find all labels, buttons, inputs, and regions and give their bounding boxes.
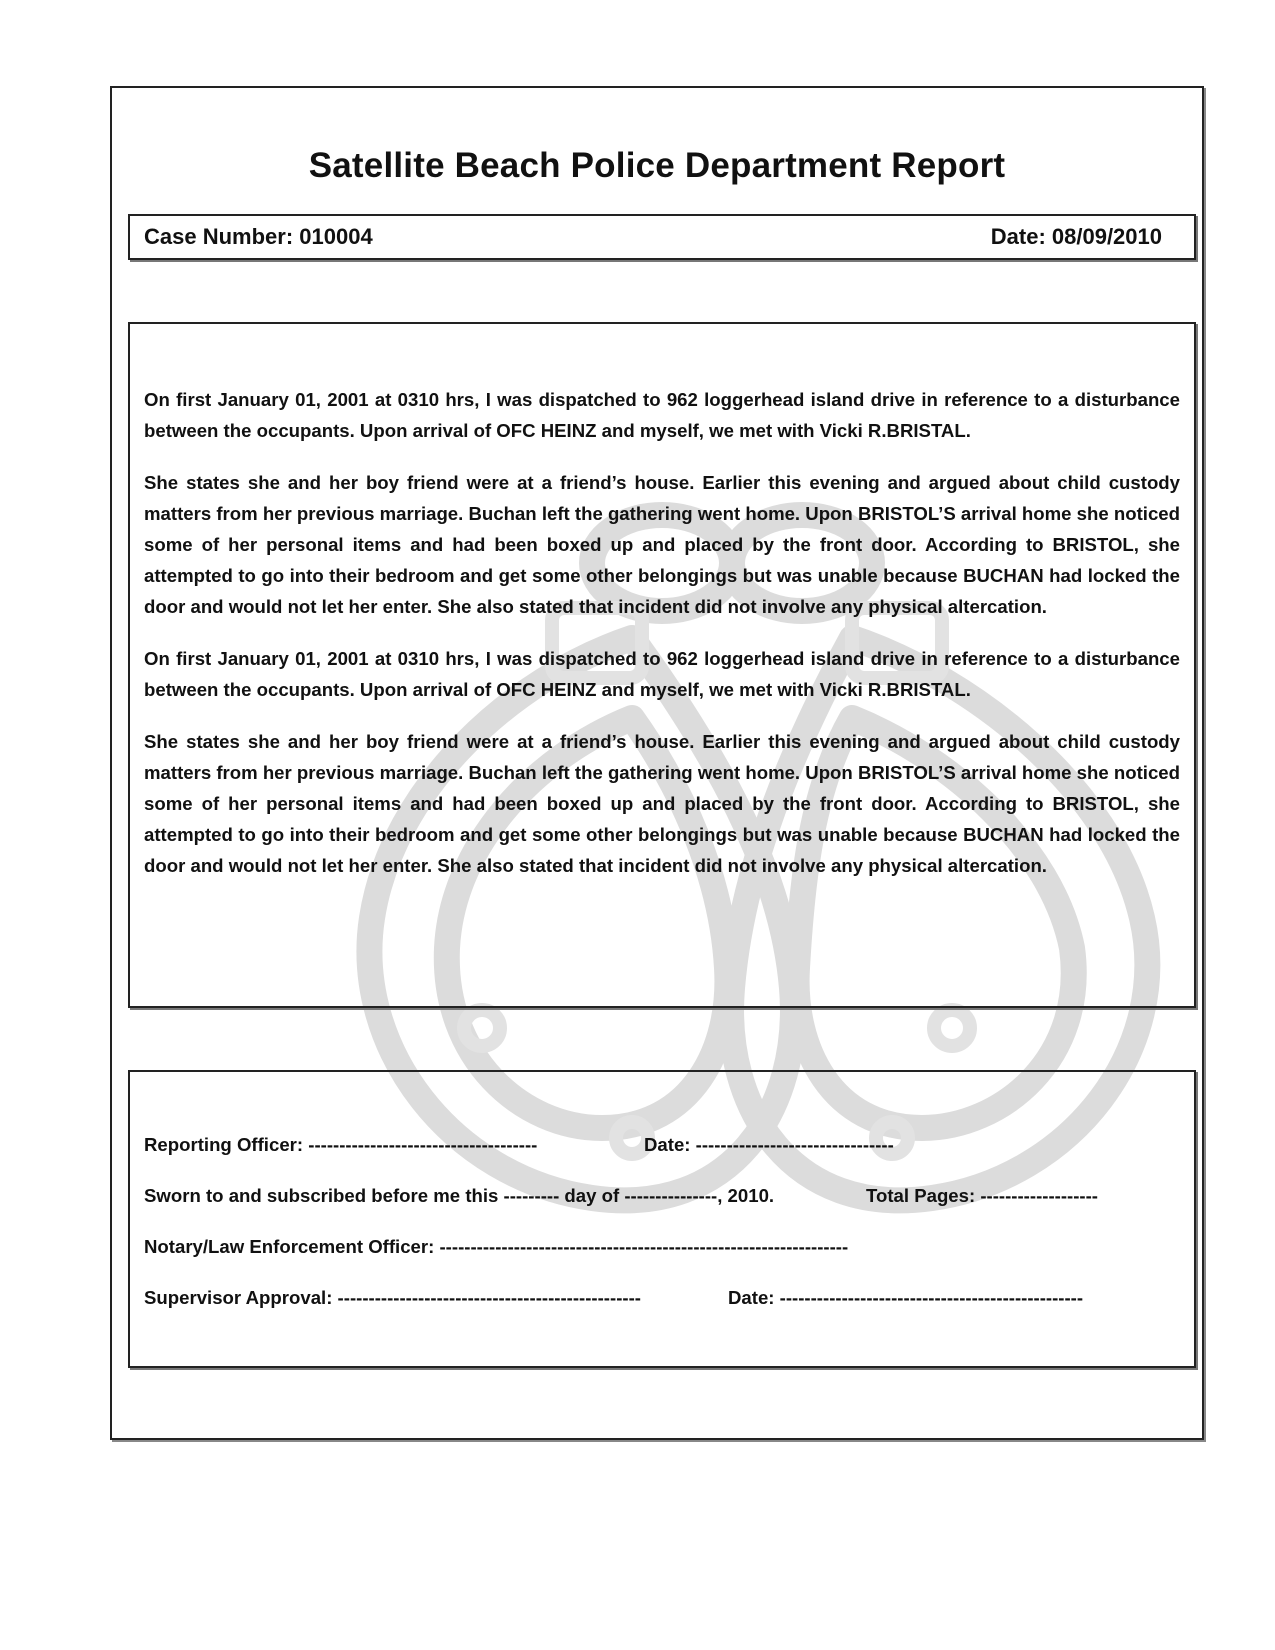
sworn-line: Sworn to and subscribed before me this --------- day of ---------------, 2010.	[144, 1185, 775, 1206]
notary-line: Notary/Law Enforcement Officer: ------------------------------------------------------------------	[144, 1236, 849, 1257]
supervisor-approval-line: Supervisor Approval: -------------------------------------------------	[144, 1287, 641, 1308]
narrative-paragraph: She states she and her boy friend were at a friend’s house. Earlier this evening and argued about child custody matters from her previous marriage. Buchan left the gathering went home. Upon BRISTOL’S arrival home she noticed some of her personal items and had been boxed up and placed by the front door. According to BRISTOL, she attempted to go into their bedroom and get some other belongings but was unable because BUCHAN had locked the door and would not let her enter. She also stated that incident did not involve any physical altercation.	[144, 472, 1180, 617]
narrative-paragraph: She states she and her boy friend were at a friend’s house. Earlier this evening and argued about child custody matters from her previous marriage. Buchan left the gathering went home. Upon BRISTOL’S arrival home she noticed some of her personal items and had been boxed up and placed by the front door. According to BRISTOL, she attempted to go into their bedroom and get some other belongings but was unable because BUCHAN had locked the door and would not let her enter. She also stated that incident did not involve any physical altercation.	[144, 731, 1180, 876]
narrative-box	[128, 322, 1196, 1008]
total-pages-line: Total Pages: -------------------	[866, 1185, 1098, 1206]
page-title: Satellite Beach Police Department Report	[308, 146, 1006, 185]
case-number: Case Number: 010004	[144, 224, 373, 249]
signature-box	[128, 1070, 1196, 1368]
report-page	[110, 86, 1204, 1440]
report-date: Date: 08/09/2010	[990, 224, 1162, 249]
reporting-officer-line: Reporting Officer: -------------------------------------	[144, 1134, 538, 1155]
reporting-date-line: Date: --------------------------------	[644, 1134, 894, 1155]
case-header-bar	[128, 214, 1196, 260]
narrative-paragraph: On first January 01, 2001 at 0310 hrs, I was dispatched to 962 loggerhead island drive in reference to a disturbance between the occupants. Upon arrival of OFC HEINZ and myself, we met with Vicki R.BRISTAL.	[144, 648, 1180, 700]
narrative-paragraph: On first January 01, 2001 at 0310 hrs, I was dispatched to 962 loggerhead island drive in reference to a disturbance between the occupants. Upon arrival of OFC HEINZ and myself, we met with Vicki R.BRISTAL.	[144, 389, 1180, 441]
supervisor-date-line: Date: -------------------------------------------------	[728, 1287, 1084, 1308]
